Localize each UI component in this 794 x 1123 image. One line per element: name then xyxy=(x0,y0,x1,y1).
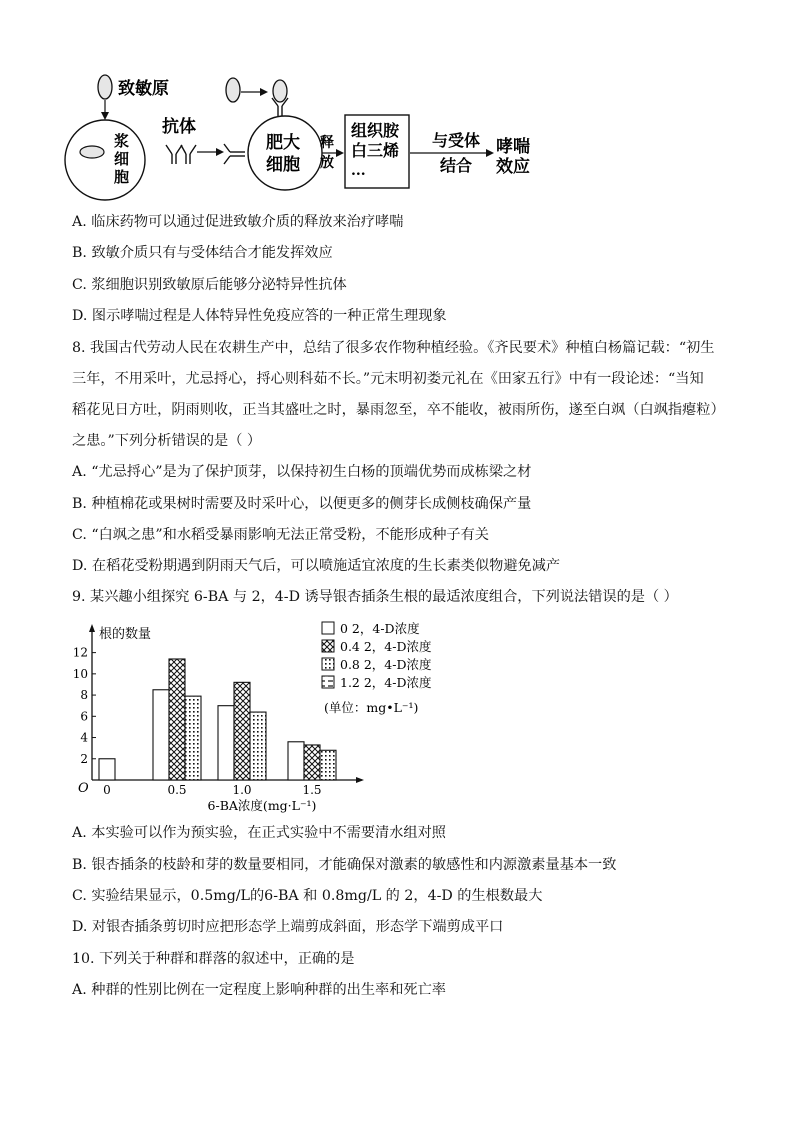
legend-swatch xyxy=(322,658,334,670)
bar-chart xyxy=(72,614,472,819)
y-tick-label: 4 xyxy=(80,730,88,745)
q7-option-c: C. 浆细胞识别致敏原后能够分泌特异性抗体 xyxy=(72,277,347,293)
q9-stem: 9. 某兴趣小组探究 6-BA 与 2，4-D 诱导银杏插条生根的最适浓度组合，下列说法错误的是（ ） xyxy=(72,589,678,605)
q8-stem-line-2: 三年，不用采叶，尤忌捋心，捋心则科茹不长。”元末明初娄元礼在《田家五行》中有一段论述：“当知 xyxy=(72,371,704,387)
legend-swatch xyxy=(322,622,334,634)
q8-option-d: D. 在稻花受粉期遇到阴雨天气后，可以喷施适宜浓度的生长素类似物避免减产 xyxy=(72,558,561,574)
antibody-icon xyxy=(166,145,196,164)
antibody-label: 抗体 xyxy=(162,117,196,137)
x-tick-label: 0 xyxy=(103,783,111,797)
x-axis-arrow xyxy=(356,777,364,783)
nucleus-icon xyxy=(80,146,104,158)
plasma-cell xyxy=(65,120,145,200)
mast-cell-label-1: 肥大 xyxy=(266,133,300,153)
q10-stem: 10. 下列关于种群和群落的叙述中，正确的是 xyxy=(72,951,355,967)
bar xyxy=(218,706,234,780)
bar xyxy=(169,659,185,780)
x-tick-label: 1.0 xyxy=(232,783,252,797)
x-tick-label: 1.5 xyxy=(302,783,322,797)
q8-stem-line-1: 8. 我国古代劳动人民在农耕生产中，总结了很多农作物种植经验。《齐民要术》种植白杨篇记载：“初生 xyxy=(72,340,715,356)
q7-option-a: A. 临床药物可以通过促进致敏介质的释放来治疗哮喘 xyxy=(72,214,404,230)
allergen-label: 致敏原 xyxy=(118,79,169,99)
q9-option-d: D. 对银杏插条剪切时应把形态学上端剪成斜面，形态学下端剪成平口 xyxy=(72,919,504,935)
y-axis-label: 根的数量 xyxy=(99,627,152,642)
x-tick-label: 0.5 xyxy=(167,783,187,797)
unit-note: (单位：mg•L⁻¹) xyxy=(324,700,419,715)
q9-option-b: B. 银杏插条的枝龄和芽的数量要相同，才能确保对激素的敏感性和内源激素量基本一致 xyxy=(72,857,617,873)
legend-swatch xyxy=(322,640,334,652)
release-label-2: 放 xyxy=(320,155,334,171)
receptor-label-2: 结合 xyxy=(440,156,473,175)
plasma-cell-label-3: 胞 xyxy=(114,168,130,186)
mediator-1: 组织胺 xyxy=(351,121,400,140)
q9-option-a: A. 本实验可以作为预实验，在正式实验中不需要清水组对照 xyxy=(72,825,446,841)
bar xyxy=(288,742,304,780)
y-tick-label: 6 xyxy=(80,709,88,724)
mast-cell-label-2: 细胞 xyxy=(266,155,300,175)
legend-swatch xyxy=(322,676,334,688)
receptor-label-1: 与受体 xyxy=(432,131,481,150)
bar xyxy=(250,712,266,780)
q8-option-c: C. “白飒之患”和水稻受暴雨影响无法正常受粉，不能形成种子有关 xyxy=(72,527,489,543)
bar xyxy=(185,696,201,780)
q8-option-a: A. “尤忌捋心”是为了保护顶芽，以保持初生白杨的顶端优势而成栋梁之材 xyxy=(72,464,532,480)
y-tick-label: 2 xyxy=(80,751,88,766)
q7-option-d: D. 图示哮喘过程是人体特异性免疫应答的一种正常生理现象 xyxy=(72,308,447,324)
asthma-label-2: 效应 xyxy=(496,157,530,177)
plasma-cell-label-2: 细 xyxy=(114,150,130,168)
bar xyxy=(320,750,336,780)
legend-label: 0 2，4-D浓度 xyxy=(340,621,420,636)
q7-option-b: B. 致敏介质只有与受体结合才能发挥效应 xyxy=(72,245,333,261)
y-tick-label: 8 xyxy=(80,688,88,703)
bar xyxy=(99,759,115,780)
legend-label: 0.4 2，4-D浓度 xyxy=(340,639,432,654)
mediator-2: 白三烯 xyxy=(351,141,400,160)
q8-option-b: B. 种植棉花或果树时需要及时采叶心，以便更多的侧芽长成侧枝确保产量 xyxy=(72,496,532,512)
bar xyxy=(304,745,320,780)
q8-stem-line-4: 之患。”下列分析错误的是（ ） xyxy=(72,433,262,449)
bar xyxy=(153,690,169,780)
y-tick-label: 12 xyxy=(72,645,88,660)
release-label-1: 释 xyxy=(320,135,334,151)
x-axis-label: 6-BA浓度(mg·L⁻¹) xyxy=(207,798,317,813)
allergen-icon-2 xyxy=(226,78,240,102)
y-axis-arrow xyxy=(89,624,95,632)
mast-cell xyxy=(248,116,322,190)
asthma-label-1: 哮喘 xyxy=(496,137,530,157)
mediator-3: ... xyxy=(351,163,366,179)
q8-stem-line-3: 稻花见日方吐，阴雨则收，正当其盛吐之时，暴雨忽至，卒不能收，被雨所伤，遂至白飒（白飒指瘪粒） xyxy=(72,402,725,418)
legend-label: 0.8 2，4-D浓度 xyxy=(340,657,432,672)
allergen-icon xyxy=(98,75,112,99)
q9-option-c: C. 实验结果显示，0.5mg/L的6-BA 和 0.8mg/L 的 2，4-D 的生根数最大 xyxy=(72,888,543,904)
origin-label: O xyxy=(78,781,89,796)
y-tick-label: 10 xyxy=(72,666,88,681)
plasma-cell-label-1: 浆 xyxy=(114,132,130,150)
q10-option-a: A. 种群的性别比例在一定程度上影响种群的出生率和死亡率 xyxy=(72,982,446,998)
legend-label: 1.2 2，4-D浓度 xyxy=(340,675,432,690)
bar xyxy=(234,682,250,780)
